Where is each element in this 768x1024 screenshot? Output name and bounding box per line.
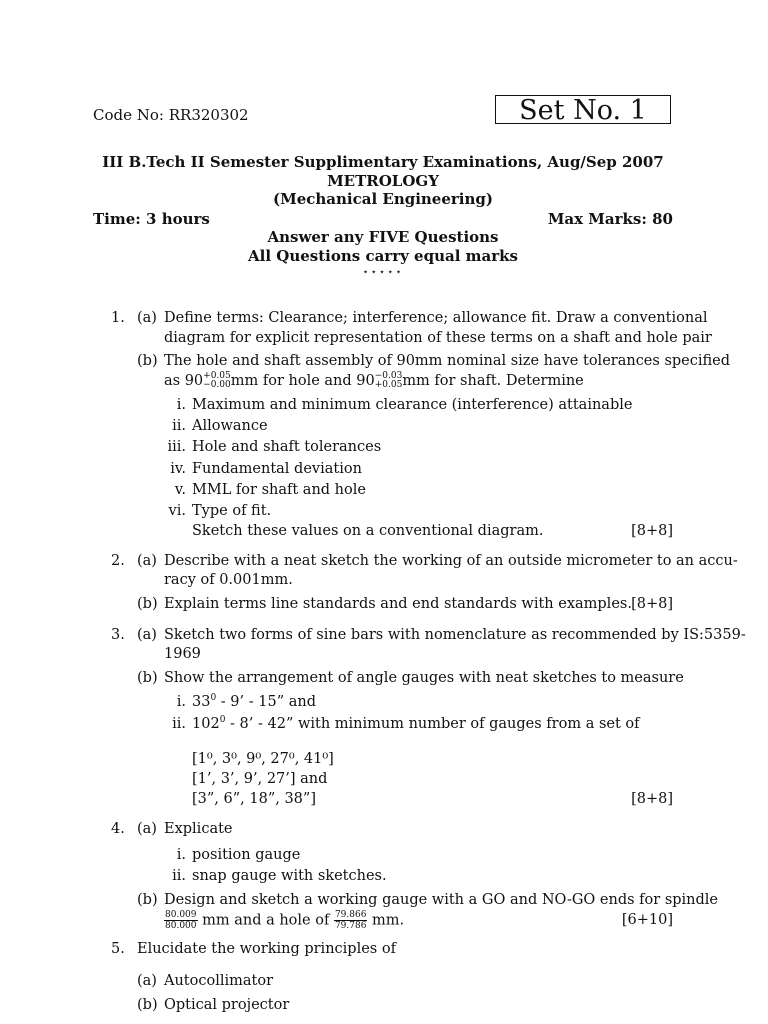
q4-item-number: ii. — [172, 868, 186, 884]
q1-item-number: v. — [174, 482, 186, 498]
q2-number: 2. — [111, 553, 125, 569]
q4-item-text: snap gauge with sketches. — [192, 868, 387, 884]
q4b-text-post: mm. — [367, 912, 405, 929]
q2a-line2: racy of 0.001mm. — [164, 572, 293, 588]
q1b-line1: The hole and shaft assembly of 90mm nominal size have tolerances specified — [164, 353, 731, 369]
shaft-tol-lower: +0.05 — [374, 380, 403, 390]
q4-item-number: i. — [176, 847, 186, 863]
degree-symbol: 0 — [210, 693, 217, 704]
q3-item-number: ii. — [172, 716, 186, 732]
gauge-set-seconds: [3”, 6”, 18”, 38”] — [192, 791, 316, 807]
gauge-set-minutes: [1’, 3’, 9’, 27’] and — [192, 771, 328, 787]
q3-angle1-rest: - 9’ - 15” and — [216, 694, 316, 710]
q2-marks: [8+8] — [631, 596, 673, 612]
shaft-tol-upper: −0.03 — [374, 371, 403, 381]
q1-item-text: MML for shaft and hole — [192, 482, 366, 498]
hole-tol-lower: −0.00 — [203, 380, 231, 390]
q1-number: 1. — [111, 310, 125, 326]
q1-marks: [8+8] — [631, 523, 673, 539]
q1b-line2 — [164, 372, 584, 390]
q1-item-text: Fundamental deviation — [192, 461, 362, 477]
q4b-line1: Design and sketch a working gauge with a GO and NO-GO ends for spindle — [164, 892, 719, 908]
q1b-label: (b) — [137, 353, 158, 369]
q2b-label: (b) — [137, 596, 158, 612]
q1-item-text: Hole and shaft tolerances — [192, 439, 382, 455]
set-number-box: Set No. 1 — [495, 95, 671, 124]
q5b-text: Optical projector — [164, 997, 290, 1013]
q1a-line1: Define terms: Clearance; interference; allowance fit. Draw a conventional — [164, 310, 708, 326]
q5a-text: Autocollimator — [164, 973, 274, 989]
q1a-label: (a) — [137, 310, 157, 326]
q5-number: 5. — [111, 941, 125, 957]
max-marks: Max Marks: 80 — [547, 210, 673, 228]
q1b-text-post: mm for shaft. Determine — [402, 373, 584, 389]
q2a-label: (a) — [137, 553, 157, 569]
time-allowed: Time: 3 hours — [93, 210, 210, 228]
q2a-line1: Describe with a neat sketch the working of an outside micrometer to an accu- — [164, 553, 738, 569]
q3-angle2-rest: - 8’ - 42” with minimum number of gauges from a set of — [225, 716, 640, 732]
q3-item-i — [192, 694, 316, 710]
q3-item-ii — [192, 716, 640, 732]
q2b-line1: Explain terms line standards and end standards with examples. — [164, 596, 632, 612]
q1-item-number: iii. — [167, 439, 186, 455]
q4b-label: (b) — [137, 892, 158, 908]
q4-number: 4. — [111, 821, 125, 837]
q1b-text-mid: mm for hole and 90 — [230, 373, 375, 389]
q3-angle2-degrees: 102 — [192, 716, 220, 732]
q1-item-number: iv. — [170, 461, 186, 477]
gauge-set-degrees: [1⁰, 3⁰, 9⁰, 27⁰, 41⁰] — [192, 751, 334, 767]
q3b-line1: Show the arrangement of angle gauges with neat sketches to measure — [164, 670, 684, 686]
subject-title: METROLOGY — [327, 172, 439, 190]
q5-line1: Elucidate the working principles of — [137, 941, 396, 957]
spindle-denominator: 80.000 — [165, 921, 197, 931]
branch-title: (Mechanical Engineering) — [273, 190, 493, 208]
shaft-tolerance — [375, 372, 403, 390]
q3a-line1: Sketch two forms of sine bars with nomenclature as recommended by IS:5359- — [164, 627, 746, 643]
q3-item-number: i. — [176, 694, 186, 710]
hole-denominator: 79.786 — [334, 921, 367, 931]
q4b-line2 — [164, 910, 404, 931]
q3a-label: (a) — [137, 627, 157, 643]
hole-tol-upper: +0.05 — [203, 371, 231, 381]
q4-marks: [6+10] — [621, 912, 673, 928]
hole-tolerance — [203, 372, 231, 390]
degree-symbol: 0 — [219, 715, 226, 726]
q1-item-text: Maximum and minimum clearance (interference) attainable — [192, 397, 633, 413]
q5b-label: (b) — [137, 997, 158, 1013]
q3b-label: (b) — [137, 670, 158, 686]
instruction-equal-marks: All Questions carry equal marks — [248, 247, 518, 265]
q1-item-text: Type of fit. — [192, 503, 272, 519]
stars-divider: ⋆⋆⋆⋆⋆ — [362, 267, 404, 278]
q5a-label: (a) — [137, 973, 157, 989]
q1-item-number: vi. — [168, 503, 186, 519]
spindle-fraction — [164, 910, 198, 931]
q3-marks: [8+8] — [631, 791, 673, 807]
q3a-line2: 1969 — [164, 646, 201, 662]
q4-item-text: position gauge — [192, 847, 301, 863]
exam-title: III B.Tech II Semester Supplimentary Examinations, Aug/Sep 2007 — [102, 153, 664, 171]
q1b-text-pre: as 90 — [164, 373, 204, 389]
q4b-text-mid: mm and a hole of — [197, 912, 334, 929]
q3-number: 3. — [111, 627, 125, 643]
hole-fraction — [334, 910, 368, 931]
spindle-numerator: 80.009 — [165, 910, 197, 920]
q1-item-text: Allowance — [192, 418, 268, 434]
code-number: Code No: RR320302 — [93, 106, 249, 124]
hole-numerator: 79.866 — [334, 910, 367, 920]
q1-item-number: ii. — [172, 418, 186, 434]
instruction-five-questions: Answer any FIVE Questions — [267, 228, 499, 246]
q1-item-number: i. — [176, 397, 186, 413]
q1a-line2: diagram for explicit representation of these terms on a shaft and hole pair — [164, 330, 712, 346]
q4a-label: (a) — [137, 821, 157, 837]
q4a-line1: Explicate — [164, 821, 233, 837]
q3-angle1-degrees: 33 — [192, 694, 211, 710]
q1-sketch-line: Sketch these values on a conventional diagram. — [192, 523, 544, 539]
